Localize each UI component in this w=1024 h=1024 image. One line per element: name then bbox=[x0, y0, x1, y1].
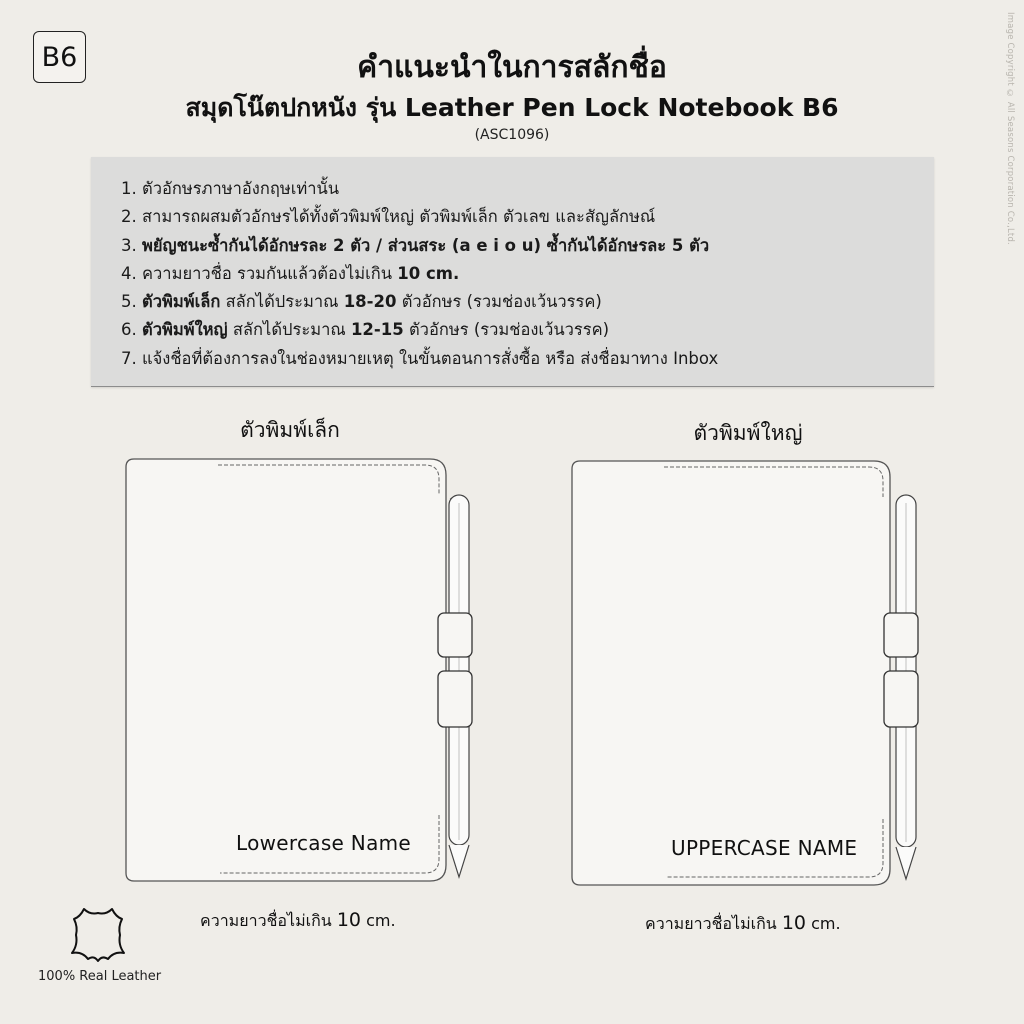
rule-item: 5. ตัวพิมพ์เล็ก สลักได้ประมาณ 18-20 ตัวอักษร (รวมช่องเว้นวรรค) bbox=[121, 292, 602, 312]
rule-item: 1. ตัวอักษรภาษาอังกฤษเท่านั้น bbox=[121, 179, 340, 198]
rule-item: 4. ความยาวชื่อ รวมกันแล้วต้องไม่เกิน 10 cm. bbox=[121, 263, 460, 283]
rule-item: 2. สามารถผสมตัวอักษรได้ทั้งตัวพิมพ์ใหญ่ ตัวพิมพ์เล็ก ตัวเลข และสัญลักษณ์ bbox=[121, 207, 656, 227]
rules-panel bbox=[91, 157, 934, 387]
rule-item: 3. พยัญชนะซ้ำกันได้อักษรละ 2 ตัว / ส่วนสระ (a e i o u) ซ้ำกันได้อักษรละ 5 ตัว bbox=[121, 235, 710, 255]
lowercase-label: ตัวพิมพ์เล็ก bbox=[240, 418, 340, 442]
length-note-left: ความยาวชื่อไม่เกิน 10 cm. bbox=[200, 909, 396, 931]
rule-item: 6. ตัวพิมพ์ใหญ่ สลักได้ประมาณ 12-15 ตัวอักษร (รวมช่องเว้นวรรค) bbox=[121, 320, 610, 340]
copyright-text: Image Copyright © All Seasons Corporation Co.,Ltd. bbox=[1005, 12, 1015, 245]
page-title: คำแนะนำในการสลักชื่อ bbox=[357, 50, 667, 85]
notebook-right-illustration bbox=[566, 455, 926, 895]
real-leather-text: 100% Real Leather bbox=[38, 969, 162, 984]
lowercase-sample-name: Lowercase Name bbox=[236, 831, 412, 855]
rule-item: 7. แจ้งชื่อที่ต้องการลงในช่องหมายเหตุ ในขั้นตอนการสั่งซื้อ หรือ ส่งชื่อมาทาง Inbox bbox=[121, 348, 719, 368]
uppercase-label: ตัวพิมพ์ใหญ่ bbox=[693, 421, 803, 445]
leather-hide-icon bbox=[68, 905, 128, 963]
page-subtitle: สมุดโน๊ตปกหนัง รุ่น Leather Pen Lock Notebook B6 bbox=[185, 93, 839, 122]
uppercase-sample-name: UPPERCASE NAME bbox=[671, 836, 858, 860]
product-code: (ASC1096) bbox=[474, 127, 550, 143]
size-badge: B6 bbox=[33, 31, 86, 83]
length-note-right: ความยาวชื่อไม่เกิน 10 cm. bbox=[645, 912, 841, 934]
notebook-left-illustration bbox=[120, 455, 480, 895]
